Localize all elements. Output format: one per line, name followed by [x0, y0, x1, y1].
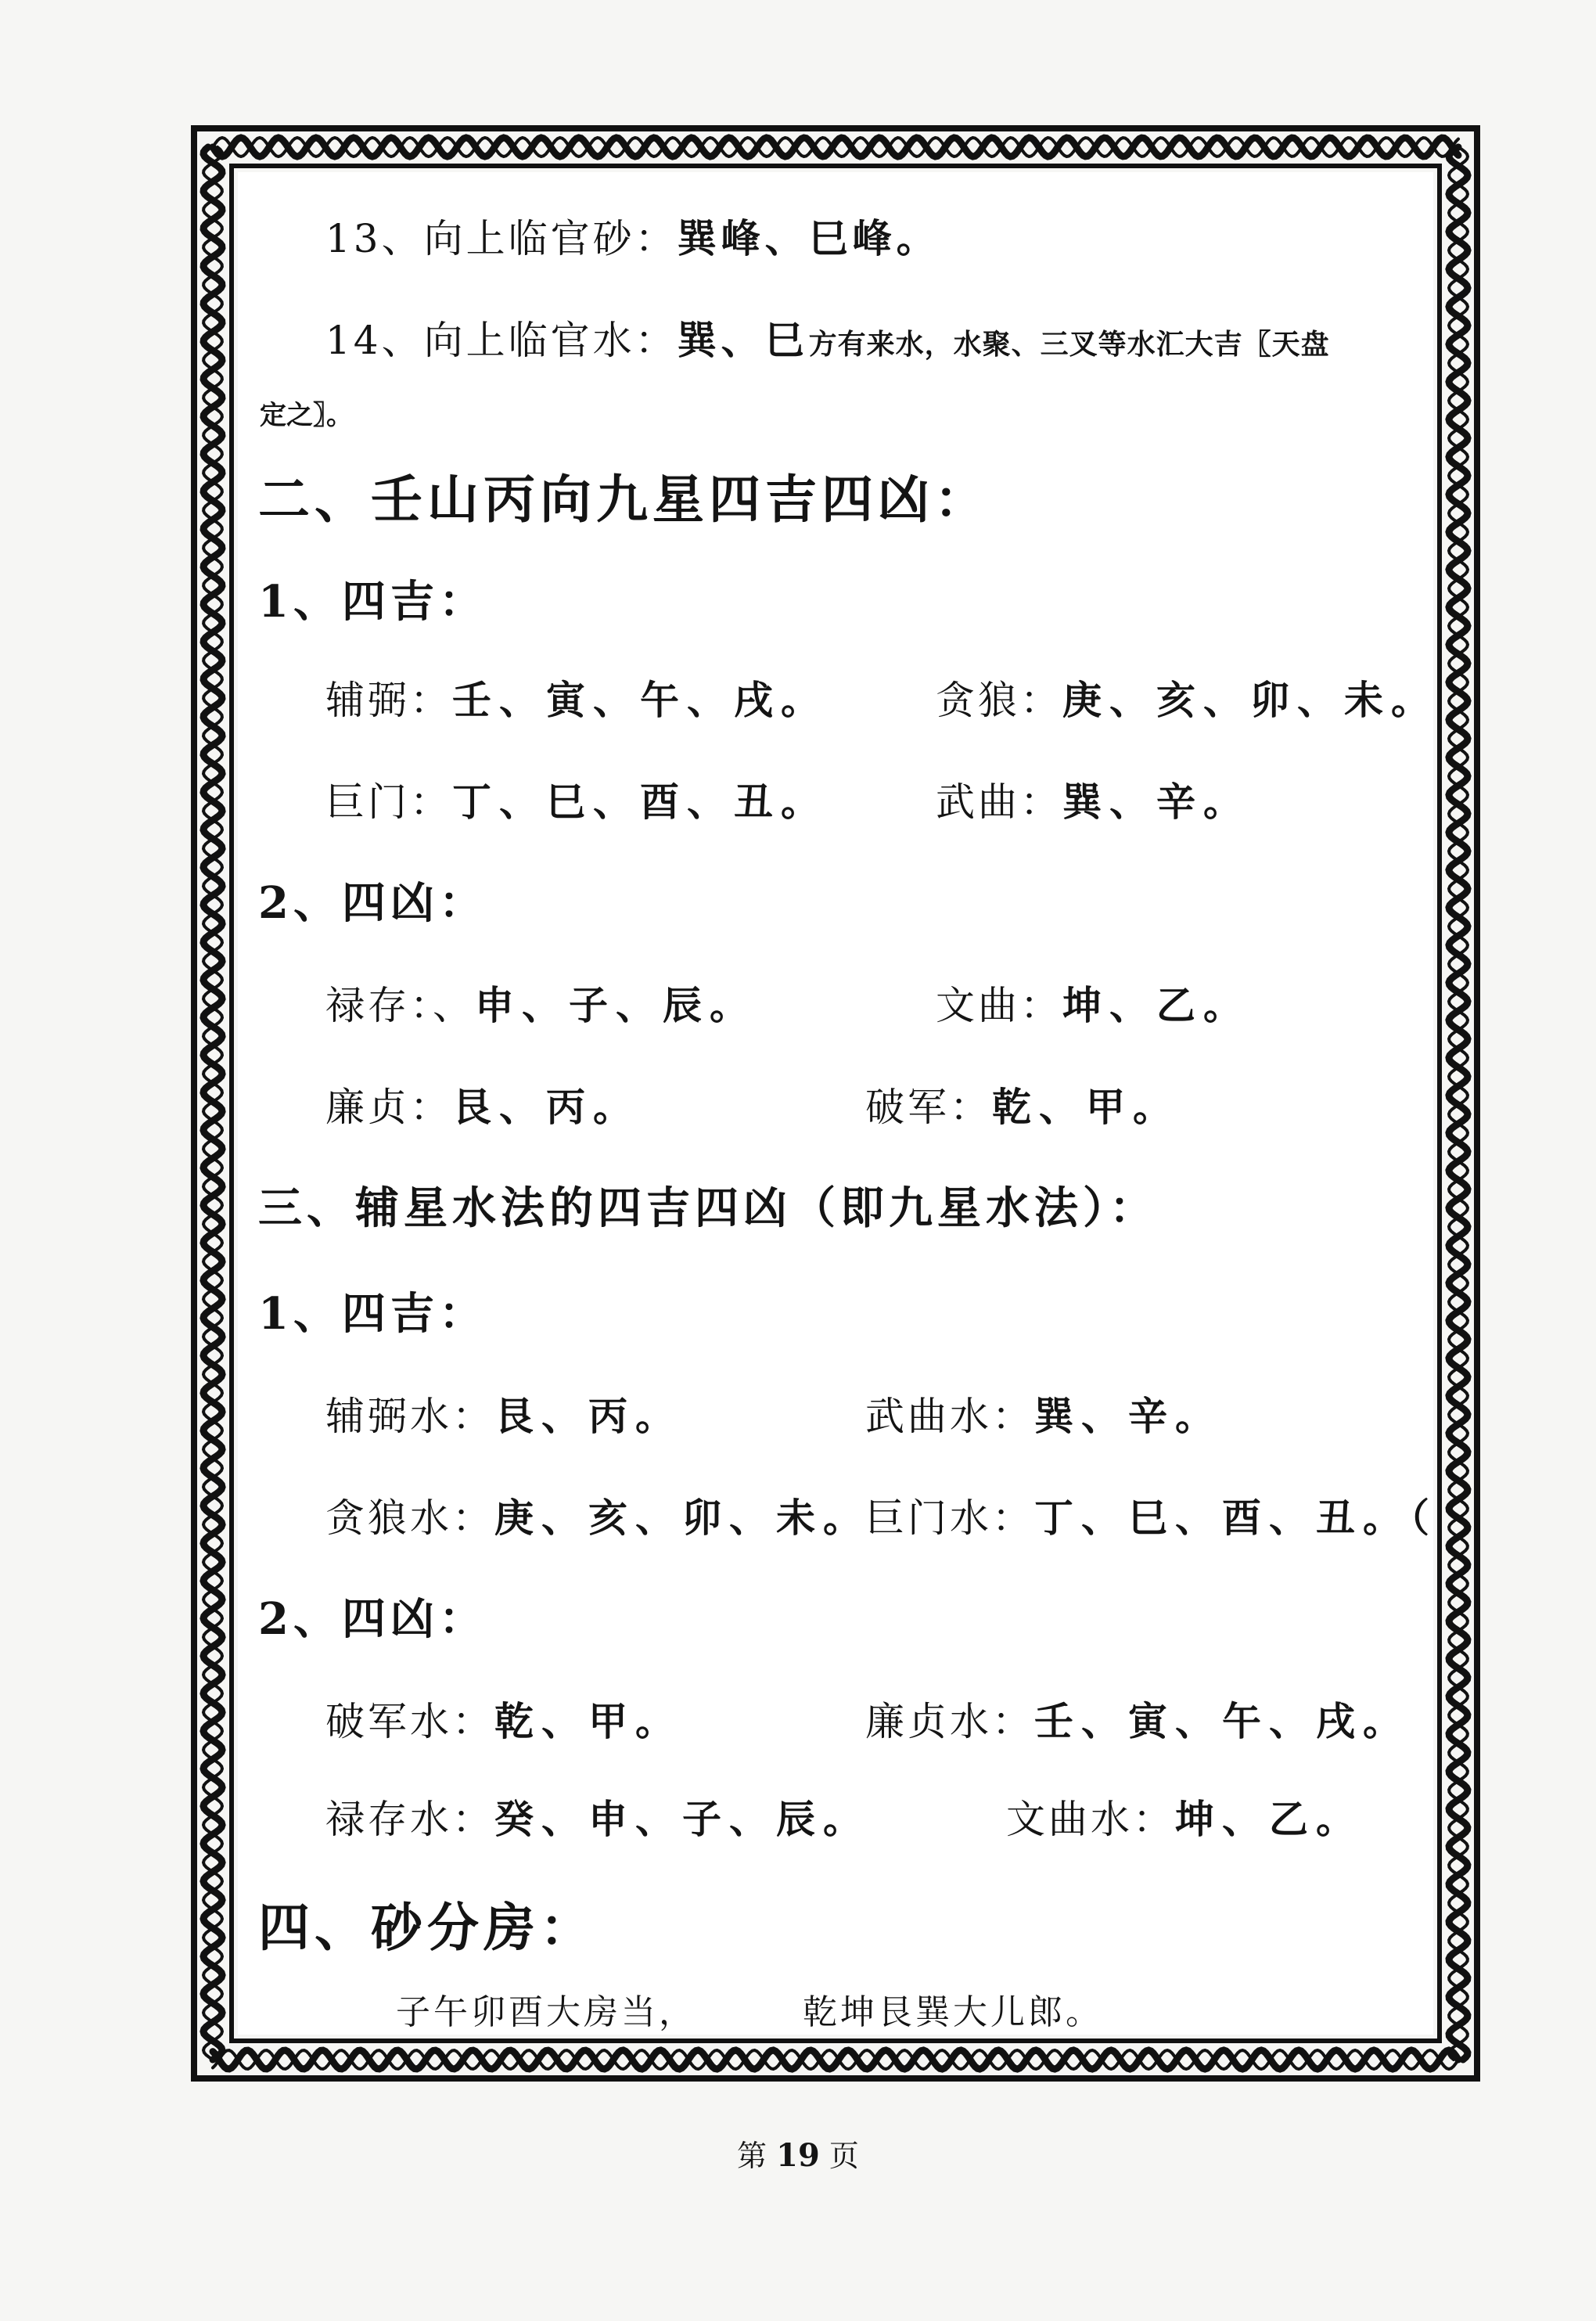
pair-value: 巽、辛。	[1034, 1393, 1222, 1439]
section-4-title: 四、砂分房：	[258, 1897, 596, 1958]
sec3-bad-2	[325, 1788, 870, 1844]
verse-line-2: 乾坤艮巽大儿郎。	[803, 1992, 1103, 2032]
pair-value: 丁、巳、酉、丑。	[452, 779, 828, 825]
sec2-good-2	[325, 771, 828, 827]
pair-label: 巨门水：	[865, 1495, 1034, 1541]
pair-value: 庚、亥、卯、未。	[494, 1495, 870, 1541]
item-13	[325, 207, 940, 264]
pair-label: 廉贞水：	[865, 1699, 1034, 1744]
pair-value: 艮、丙。	[452, 1084, 640, 1130]
section-2-title: 二、壬山丙向九星四吉四凶：	[258, 469, 990, 530]
pair-value: 坤、乙。	[1062, 982, 1250, 1028]
pair-value: 癸、申、子、辰。	[494, 1796, 870, 1842]
page-number: 19	[776, 2137, 820, 2174]
page-footer	[0, 2132, 1596, 2175]
pair-label: 破军：	[865, 1085, 992, 1130]
pair-label: 贪狼：	[936, 678, 1062, 723]
pair-label: 辅弼水：	[325, 1394, 494, 1439]
section-3-bad-title: 2、四凶：	[258, 1593, 487, 1645]
sec2-bad-1	[936, 974, 1250, 1031]
sec3-good-2	[325, 1487, 870, 1543]
pair-label: 武曲：	[936, 779, 1062, 825]
sec2-good-1	[936, 669, 1438, 725]
pair-value: 庚、亥、卯、未。	[1062, 677, 1438, 723]
sec2-bad-0	[325, 974, 757, 1031]
pair-label: 禄存：、	[325, 983, 475, 1028]
item-13-value: 巽峰、巳峰。	[677, 215, 940, 261]
pair-value: 申、子、辰。	[475, 982, 757, 1028]
pair-label: 廉贞：	[325, 1085, 452, 1130]
pair-label: 巨门：	[325, 779, 452, 825]
pair-label: 武曲水：	[865, 1394, 1034, 1439]
verse-line-1: 子午卯酉大房当，	[396, 1992, 696, 2032]
sec3-bad-1	[865, 1690, 1410, 1747]
item-14-note: 方有来水，水聚、三叉等水汇大吉〖天盘	[808, 328, 1330, 361]
sec2-bad-3	[865, 1076, 1180, 1132]
item-14-continuation: 定之〗。	[260, 400, 353, 431]
sec2-bad-2	[325, 1076, 640, 1132]
pair-value: 乾、甲。	[992, 1084, 1180, 1130]
item-14-label: 14、向上临官水：	[325, 318, 678, 363]
item-14-value: 巽、巳	[677, 317, 809, 363]
pair-value: 壬、寅、午、戌。	[1034, 1698, 1410, 1744]
sec3-good-1	[865, 1385, 1222, 1441]
item-14	[325, 309, 1330, 365]
sec3-good-0	[325, 1385, 682, 1441]
pair-label: 文曲水：	[1006, 1797, 1175, 1842]
pair-label: 辅弼：	[325, 678, 452, 723]
footer-prefix: 第	[737, 2139, 767, 2173]
sec3-bad-0	[325, 1690, 682, 1747]
pair-value: 丁、巳、酉、丑。（	[1034, 1495, 1437, 1541]
footer-suffix: 页	[829, 2139, 859, 2173]
sec2-good-0	[325, 669, 828, 725]
pair-value: 壬、寅、午、戌。	[452, 677, 828, 723]
page-content	[258, 192, 1438, 2054]
sec2-good-3	[936, 771, 1250, 827]
pair-value: 乾、甲。	[494, 1698, 682, 1744]
section-3-title: 三、辅星水法的四吉四凶（即九星水法）：	[258, 1182, 1158, 1234]
section-2-good-title: 1、四吉：	[258, 576, 487, 628]
pair-value: 坤、乙。	[1175, 1796, 1363, 1842]
sec3-good-3	[865, 1487, 1437, 1543]
section-2-bad-title: 2、四凶：	[258, 877, 487, 929]
sec3-bad-3	[1006, 1788, 1363, 1844]
item-13-label: 13、向上临官砂：	[325, 216, 678, 261]
pair-label: 贪狼水：	[325, 1495, 494, 1541]
pair-label: 文曲：	[936, 983, 1062, 1028]
pair-value: 巽、辛。	[1062, 779, 1250, 825]
pair-label: 破军水：	[325, 1699, 494, 1744]
pair-value: 艮、丙。	[494, 1393, 682, 1439]
pair-label: 禄存水：	[325, 1797, 494, 1842]
section-3-good-title: 1、四吉：	[258, 1288, 487, 1340]
